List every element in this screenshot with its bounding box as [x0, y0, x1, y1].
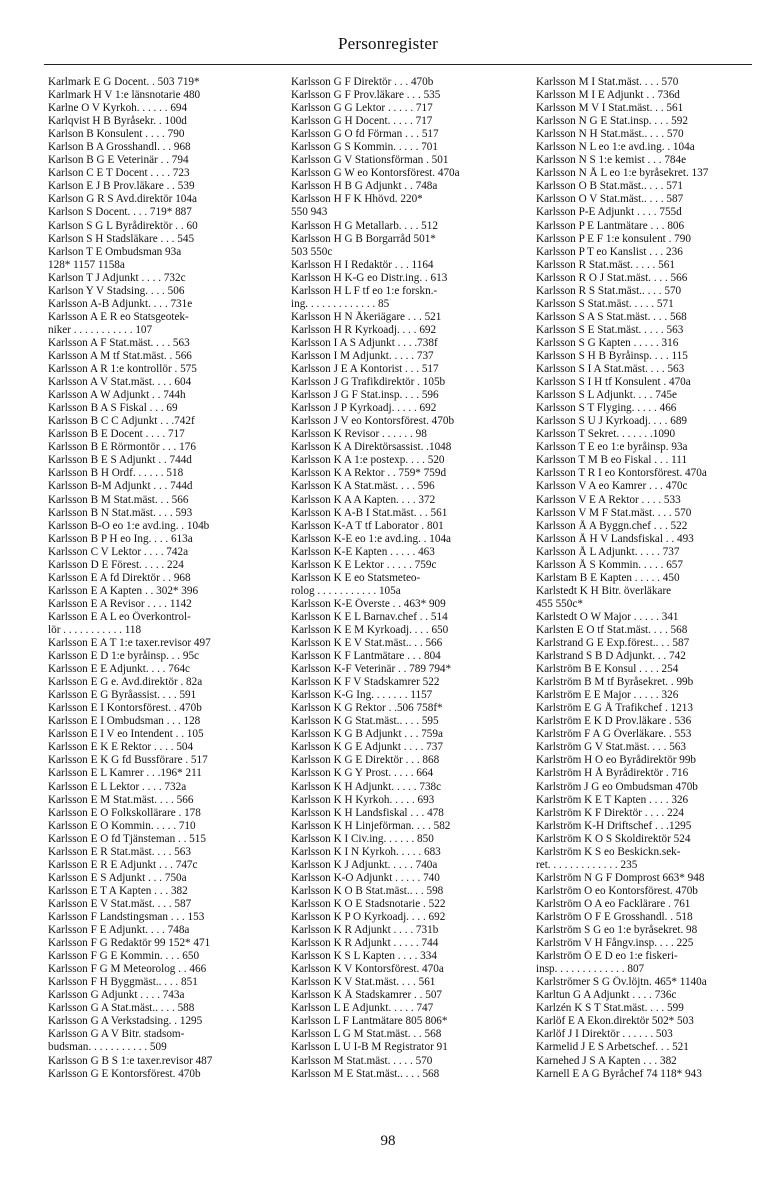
register-entry: Karlsson K S L Kapten . . . . 334	[291, 950, 437, 963]
register-entry: Karlson Y V Stadsing. . . . 506	[48, 284, 185, 297]
register-entry: Karlzén K S T Stat.mäst. . . . 599	[536, 1002, 684, 1015]
register-entry: Karlström K O S Skoldirektör 524	[536, 832, 691, 845]
register-entry: Karlström N G F Domprost 663* 948	[536, 871, 705, 884]
register-entry: Karlqvist H B Byråsekr. . 100d	[48, 115, 187, 128]
register-entry: Karlsson A M tf Stat.mäst. . 566	[48, 349, 192, 362]
register-entry: Karlsson G E Kontorsförest. 470b	[48, 1067, 201, 1080]
register-entry: Karlsson B C C Adjunkt . . .742f	[48, 415, 195, 428]
register-entry: Karlsson E I V eo Intendent . . 105	[48, 728, 204, 741]
register-entry: Karnehed J S A Kapten . . . 382	[536, 1054, 677, 1067]
register-entry: 128* 1157 1158a	[48, 258, 125, 271]
register-entry: Karlsson N G E Stat.insp. . . . 592	[536, 115, 688, 128]
register-entry: Karlsson K A Rektor . . 759* 759d	[291, 467, 447, 480]
register-entry: Karlsson R O J Stat.mäst. . . . 566	[536, 271, 688, 284]
register-entry: Karlström E G Å Trafikchef . 1213	[536, 702, 693, 715]
register-entry: Karlsson K H Linjeförman. . . . 582	[291, 819, 451, 832]
register-entry: Karlström Ö E D eo 1:e fiskeri-	[536, 950, 678, 963]
register-entry: Karlsson G H Docent. . . . . 717	[291, 115, 433, 128]
register-column-3	[536, 76, 768, 1081]
register-entry: Karlsson H G Metallarb. . . . 512	[291, 219, 438, 232]
register-entry: Karlsson V M F Stat.mäst. . . . 570	[536, 506, 692, 519]
register-entry: Karlsson A V Stat.mäst. . . . 604	[48, 376, 192, 389]
register-entry: Karlsson H K-G eo Distr.ing. . 613	[291, 271, 448, 284]
register-entry: Karlsson T E eo 1:e byråinsp. 93a	[536, 441, 688, 454]
register-entry: Karlsson K A A Kapten. . . . 372	[291, 493, 436, 506]
register-entry: Karlsson G A Stat.mäst.. . . . 588	[48, 1002, 195, 1015]
register-entry: 503 550c	[291, 245, 333, 258]
register-entry: Karlsson S I A Stat.mäst. . . . 563	[536, 363, 685, 376]
register-entry: Karlström B E Konsul . . . . 254	[536, 663, 679, 676]
register-entry: Karlsson Å A Byggn.chef . . . 522	[536, 519, 688, 532]
register-entry: Karlson G R S Avd.direktör 104a	[48, 193, 197, 206]
register-entry: Karlsson K G Rektor . .506 758f*	[291, 702, 443, 715]
register-entry: Karlsson V A eo Kamrer . . . 470c	[536, 480, 688, 493]
register-entry: Karlsson K-E eo 1:e avd.ing. . 104a	[291, 532, 452, 545]
register-entry: Karlsson K J Adjunkt. . . . . 740a	[291, 858, 438, 871]
register-entry: Karlsson N L eo 1:e avd.ing. . 104a	[536, 141, 695, 154]
register-entry: Karlson S Docent. . . . 719* 887	[48, 206, 192, 219]
register-entry: Karlson T E Ombudsman 93a	[48, 245, 182, 258]
register-entry: Karlsson N H Stat.mäst.. . . . 570	[536, 128, 684, 141]
register-entry: insp. . . . . . . . . . . . . 807	[536, 963, 645, 976]
register-entry: Karlsson B M Stat.mäst. . . 566	[48, 493, 189, 506]
register-entry: Karlstedt K H Bitr. överläkare	[536, 584, 672, 597]
register-entry: Karlsson S U J Kyrkoadj. . . . 689	[536, 415, 688, 428]
register-entry: Karlström O A eo Facklärare . 761	[536, 897, 691, 910]
register-entry: Karlsson K R Adjunkt . . . . 731b	[291, 924, 439, 937]
register-entry: Karlsson J E A Kontorist . . . 517	[291, 363, 439, 376]
register-entry: Karlsson Å S Kommin. . . . . 657	[536, 558, 683, 571]
register-entry: Karlsson B P H eo Ing. . . . 613a	[48, 532, 193, 545]
register-entry: Karlsson T R I eo Kontorsförest. 470a	[536, 467, 707, 480]
register-entry: Karlsson J G F Stat.insp. . . . 596	[291, 389, 439, 402]
register-entry: Karlsson K P O Kyrkoadj. . . . 692	[291, 911, 446, 923]
register-entry: Karlsson E O Kommin. . . . . 710	[48, 819, 196, 832]
register-entry: Karlsson K Å Stadskamrer . . 507	[291, 989, 443, 1002]
register-entry: Karlsson S A S Stat.mäst. . . . 568	[536, 310, 687, 323]
register-entry: Karlsson M I Stat.mäst. . . . 570	[536, 76, 679, 88]
register-column-1	[48, 76, 281, 1081]
register-entry: Karlsson I M Adjunkt. . . . . 737	[291, 349, 434, 362]
register-entry: Karlöf E A Ekon.direktör 502* 503	[536, 1015, 694, 1028]
page-title: Personregister	[337, 34, 439, 53]
register-entry: Karlsson S Stat.mäst. . . . . 571	[536, 297, 674, 310]
register-entry: Karlsson E T A Kapten . . . 382	[48, 884, 188, 897]
register-entry: Karlsson K H Kyrkoh. . . . . 693	[291, 793, 435, 806]
register-entry: Karlsson K Revisor . . . . . . 98	[291, 428, 427, 441]
register-entry: Karlsson K F Lantmätare . . . 804	[291, 650, 441, 663]
register-entry: Karlsson G F Prov.läkare . . . 535	[291, 89, 441, 102]
register-entry: Karlsson E G Byråassist. . . . 591	[48, 689, 197, 702]
register-entry: Karlström G V Stat.mäst. . . . 563	[536, 741, 686, 754]
register-entry: Karlsson K F V Stadskamrer 522	[291, 676, 440, 689]
register-entry: Karlsson S G Kapten . . . . . 316	[536, 336, 679, 349]
register-entry: Karlsson K-O Adjunkt . . . . . 740	[291, 871, 440, 884]
register-entry: Karlsson K G B Adjunkt . . . 759a	[291, 728, 443, 741]
register-entry: Karlsson E A Kapten . . 302* 396	[48, 584, 199, 597]
register-entry: Karlsson G A Verkstadsing. . 1295	[48, 1015, 203, 1028]
register-entry: Karlström E K D Prov.läkare . 536	[536, 715, 692, 728]
register-entry: Karlsson K-G Ing. . . . . . . 1157	[291, 689, 433, 702]
register-entry: Karlström H O eo Byrådirektör 99b	[536, 754, 697, 767]
register-entry: Karlsson T M B eo Fiskal . . . 111	[536, 454, 688, 467]
register-entry: Karlsson L F Lantmätare 805 806*	[291, 1015, 448, 1028]
register-entry: Karlsson E G e. Avd.direktör . 82a	[48, 676, 203, 689]
register-entry: Karlstam B E Kapten . . . . . 450	[536, 571, 680, 584]
register-entry: Karlsson K-E Kapten . . . . . 463	[291, 545, 435, 558]
register-entry: Karnell E A G Byråchef 74 118* 943	[536, 1067, 702, 1080]
register-entry: Karlsson H R Kyrkoadj. . . . 692	[291, 323, 437, 336]
page-number: 98	[380, 1133, 396, 1149]
register-entry: Karlsson B N Stat.mäst. . . . 593	[48, 506, 193, 519]
register-entry: Karlsson K G E Adjunkt . . . . 737	[291, 741, 443, 754]
register-entry: Karlsson E M Stat.mäst. . . . 566	[48, 793, 194, 806]
register-entry: Karlsson D E Förest. . . . . 224	[48, 558, 184, 571]
register-entry: Karlsson H F K Hhövd. 220*	[291, 193, 423, 206]
register-entry: niker . . . . . . . . . . . 107	[48, 323, 153, 336]
register-entry: Karlsson S H B Byråinsp. . . . 115	[536, 349, 688, 362]
register-entry: Karlsson H B G Adjunkt . . 748a	[291, 180, 438, 193]
register-entry: Karlsson R Stat.mäst. . . . . 561	[536, 258, 675, 271]
register-entry: Karlsson C V Lektor . . . . 742a	[48, 545, 189, 558]
register-entry: Karlmark E G Docent. . 503 719*	[48, 76, 200, 88]
register-entry: Karlström J G eo Ombudsman 470b	[536, 780, 698, 793]
register-entry: Karlsson K A-B I Stat.mäst. . . 561	[291, 506, 448, 519]
register-entry: Karlsson A-B Adjunkt. . . . 731e	[48, 297, 193, 310]
register-entry: Karlsson E I Kontorsförest. . 470b	[48, 702, 202, 715]
register-entry: Karlsson A W Adjunkt . . 744h	[48, 389, 186, 402]
register-entry: Karlson T J Adjunkt . . . . 732c	[48, 271, 186, 284]
register-entry: Karlsson P T eo Kanslist . . . 236	[536, 245, 683, 258]
register-entry: Karlsson E L Kamrer . . .196* 211	[48, 767, 202, 780]
register-entry: Karlsson K G Y Prost. . . . . 664	[291, 767, 434, 780]
register-entry: Karlsson K A Direktörsassist. .1048	[291, 441, 452, 454]
register-entry: Karlsson K E M Kyrkoadj. . . . 650	[291, 623, 449, 636]
register-entry: Karlmark H V 1:e länsnotarie 480	[48, 89, 201, 102]
register-entry: Karlsson G O fd Förman . . . 517	[291, 128, 439, 141]
register-entry: Karlne O V Kyrkoh. . . . . . 694	[48, 102, 188, 115]
register-entry: Karlsson K E L Barnav.chef . . 514	[291, 610, 448, 623]
register-entry: Karlstedt O W Major . . . . . 341	[536, 610, 679, 623]
register-entry: Karlson B A Grosshandl. . . 968	[48, 141, 191, 154]
register-entry: Karlsson H G B Borgarråd 501*	[291, 232, 436, 245]
register-entry: Karlsson M I E Adjunkt . . 736d	[536, 89, 680, 102]
register-entry: Karlsson P-E Adjunkt . . . . 755d	[536, 206, 682, 219]
register-entry: Karlsson K G Stat.mäst.. . . . 595	[291, 715, 439, 728]
register-entry: Karlsson K V Kontorsförest. 470a	[291, 963, 444, 976]
register-entry: Karlsson E V Stat.mäst. . . . 587	[48, 897, 192, 910]
register-entry: Karlsson K R Adjunkt . . . . . 744	[291, 937, 439, 950]
register-entry: Karlsten E O tf Stat.mäst. . . . 568	[536, 623, 688, 636]
register-entry: Karlsson B A S Fiskal . . . 69	[48, 402, 178, 415]
register-entry: Karlsson F H Byggmäst.. . . . 851	[48, 976, 198, 989]
register-entry: Karlsson H N Åkeriägare . . . 521	[291, 310, 442, 323]
register-entry: ing. . . . . . . . . . . . . 85	[291, 297, 390, 310]
register-entry: Karlsson K A Stat.mäst. . . . 596	[291, 480, 435, 493]
register-entry: Karlsson A R 1:e kontrollör . 575	[48, 363, 197, 376]
register-entry: Karlström F A G Överläkare. . 553	[536, 728, 692, 741]
register-entry: Karlsson F Landstingsman . . . 153	[48, 911, 205, 923]
register-entry: Karlsson E I Ombudsman . . . 128	[48, 715, 201, 728]
register-entry: Karlsson B E Rörmontör . . . 176	[48, 441, 196, 454]
register-entry: Karlsson E S Adjunkt . . . 750a	[48, 871, 187, 884]
register-entry: Karlsson E K G fd Bussförare . 517	[48, 754, 208, 767]
register-entry: Karlsson E O Folkskollärare . 178	[48, 806, 201, 819]
register-entry: Karlson B G E Veterinär . . 794	[48, 154, 189, 167]
register-entry: Karlsson S E Stat.mäst. . . . . 563	[536, 323, 684, 336]
register-entry: Karlsson B-O eo 1:e avd.ing. . 104b	[48, 519, 210, 532]
register-entry: Karlsson J P Kyrkoadj. . . . . 692	[291, 402, 437, 415]
register-entry: Karlsson M E Stat.mäst.. . . . 568	[291, 1067, 440, 1080]
register-entry: Karlsson O B Stat.mäst.. . . . 571	[536, 180, 683, 193]
register-entry: Karlsson K I Civ.ing. . . . . . 850	[291, 832, 434, 845]
register-entry: Karlsson H L F tf eo 1:e forskn.-	[291, 284, 438, 297]
register-entry: Karlöf J I Direktör . . . . . . 503	[536, 1028, 673, 1041]
register-entry: Karlsson K O E Stadsnotarie . 522	[291, 897, 446, 910]
register-entry: lör . . . . . . . . . . . 118	[48, 623, 142, 636]
register-entry: Karlsson O V Stat.mäst.. . . . 587	[536, 193, 684, 206]
register-entry: Karlsson B-M Adjunkt . . . 744d	[48, 480, 193, 493]
register-entry: Karlsson K-F Veterinär . . 789 794*	[291, 663, 452, 676]
register-entry: Karlström S G eo 1:e byråsekret. 98	[536, 924, 698, 937]
register-entry: Karlsson T Sekret. . . . . . .1090	[536, 428, 676, 441]
register-entry: 550 943	[291, 206, 328, 219]
register-entry: Karlsson G G Lektor . . . . . 717	[291, 102, 433, 115]
register-entry: Karlsson N Å L eo 1:e byråsekret. 137	[536, 167, 709, 180]
register-entry: Karlsson K E Lektor . . . . . 759c	[291, 558, 437, 571]
register-entry: Karlsson K H Landsfiskal . . . 478	[291, 806, 444, 819]
register-entry: Karlsson F G E Kommin. . . . 650	[48, 950, 200, 963]
register-entry: Karlström K E T Kapten . . . . 326	[536, 793, 689, 806]
register-entry: Karlsson P E Lantmätare . . . 806	[536, 219, 685, 232]
register-entry: Karlstrand S B D Adjunkt. . . 742	[536, 650, 686, 663]
register-entry: Karlsson K-A T tf Laborator . 801	[291, 519, 444, 532]
register-entry: Karlsson L U I-B M Registrator 91	[291, 1041, 448, 1054]
register-entry: Karlsson K E V Stat.mäst.. . . 566	[291, 637, 443, 650]
register-entry: budsman. . . . . . . . . . . 509	[48, 1041, 167, 1054]
register-entry: Karlsson Å H V Landsfiskal . . 493	[536, 532, 694, 545]
register-entry: Karlsson K H Adjunkt. . . . . 738c	[291, 780, 442, 793]
register-entry: Karlsson H I Redaktör . . . 1164	[291, 258, 434, 271]
register-entry: Karlsson F E Adjunkt. . . . 748a	[48, 924, 190, 937]
register-entry: Karlsson K A 1:e postexp. . . . 520	[291, 454, 445, 467]
register-entry: Karlsson E A T 1:e taxer.revisor 497	[48, 637, 211, 650]
register-entry: Karlsson E E Adjunkt. . . . 764c	[48, 663, 191, 676]
register-entry: Karlsson B H Ordf. . . . . . 518	[48, 467, 184, 480]
register-entry: Karlsson E A fd Direktör . . 968	[48, 571, 191, 584]
register-entry: Karlsson K V Stat.mäst. . . . 561	[291, 976, 436, 989]
register-entry: Karlson C E T Docent . . . . 723	[48, 167, 190, 180]
register-entry: Karlsson E A L eo Överkontrol-	[48, 610, 191, 623]
register-column-2	[291, 76, 524, 1081]
register-entry: Karlström K S eo Beskickn.sek-	[536, 845, 681, 858]
register-entry: Karlsson E O fd Tjänsteman . . 515	[48, 832, 206, 845]
register-entry: Karlsson K-E Överste . . 463* 909	[291, 597, 446, 610]
register-entry: Karlsson R S Stat.mäst.. . . . 570	[536, 284, 682, 297]
register-entry: Karlsson B E S Adjunkt . . 744d	[48, 454, 192, 467]
register-entry: ret. . . . . . . . . . . . . 235	[536, 858, 638, 871]
register-entry: Karlsson G V Stationsförman . 501	[291, 154, 449, 167]
register-entry: Karlsson J V eo Kontorsförest. 470b	[291, 415, 455, 428]
register-entry: Karlsson L E Adjunkt. . . . . 747	[291, 1002, 434, 1015]
register-entry: Karlsson S I H tf Konsulent . 470a	[536, 376, 691, 389]
register-entry: Karlström K-H Driftschef . . .1295	[536, 819, 692, 832]
register-entry: Karlström E E Major . . . . . 326	[536, 689, 679, 702]
register-entry: Karmelid J E S Arbetschef. . . 521	[536, 1041, 689, 1054]
register-entry: Karlson B Konsulent . . . . 790	[48, 128, 185, 141]
register-entry: Karlsson Å L Adjunkt. . . . . 737	[536, 545, 680, 558]
register-entry: Karlsson N S 1:e kemist . . . 784e	[536, 154, 687, 167]
register-entry: Karlsson E D 1:e byråinsp. . . 95c	[48, 650, 200, 663]
register-entry: 455 550c*	[536, 597, 583, 610]
register-entry: Karlströmer S G Öv.löjtn. 465* 1140a	[536, 976, 707, 989]
register-entry: Karlsson E R Stat.mäst. . . . 563	[48, 845, 191, 858]
register-entry: rolog . . . . . . . . . . . 105a	[291, 584, 401, 597]
register-entry: Karlsson S L Adjunkt. . . . 745e	[536, 389, 677, 402]
register-entry: Karlsson S T Flyging. . . . . 466	[536, 402, 677, 415]
register-entry: Karlström K F Direktör . . . . 224	[536, 806, 684, 819]
register-entry: Karlström V H Fångv.insp. . . . 225	[536, 937, 694, 950]
register-entry: Karlsson J G Trafikdirektör . 105b	[291, 376, 446, 389]
register-entry: Karlsson K E eo Statsmeteo-	[291, 571, 421, 584]
register-entry: Karlsson E R E Adjunkt . . . 747c	[48, 858, 198, 871]
register-entry: Karlsson F G M Meteorolog . . 466	[48, 963, 207, 976]
register-entry: Karlsson I A S Adjunkt . . . .738f	[291, 336, 438, 349]
register-entry: Karlsson G F Direktör . . . 470b	[291, 76, 434, 88]
register-entry: Karlsson G W eo Kontorsförest. 470a	[291, 167, 460, 180]
register-entry: Karltun G A Adjunkt . . . . 736c	[536, 989, 677, 1002]
register-entry: Karlsson L G M Stat.mäst. . . 568	[291, 1028, 442, 1041]
register-entry: Karlsson E K E Rektor . . . . 504	[48, 741, 194, 754]
register-entry: Karlström H Å Byrådirektör . 716	[536, 767, 689, 780]
register-entry: Karlsson K I N Kyrkoh. . . . . 683	[291, 845, 441, 858]
register-entry: Karlsson K O B Stat.mäst.. . . 598	[291, 884, 444, 897]
register-entry: Karlström O F E Grosshandl. . 518	[536, 911, 693, 923]
register-entry: Karlsson G B S 1:e taxer.revisor 487	[48, 1054, 213, 1067]
register-entry: Karlson S G L Byrådirektör . . 60	[48, 219, 198, 232]
header-rule	[44, 64, 752, 65]
register-entry: Karlson S H Stadsläkare . . . 545	[48, 232, 195, 245]
register-entry: Karlsson E L Lektor . . . . 732a	[48, 780, 187, 793]
register-entry: Karlsson F G Redaktör 99 152* 471	[48, 937, 211, 950]
register-entry: Karlsson P E F 1:e konsulent . 790	[536, 232, 691, 245]
register-entry: Karlström B M tf Byråsekret. . 99b	[536, 676, 694, 689]
register-entry: Karlsson G Adjunkt . . . . 743a	[48, 989, 185, 1002]
register-entry: Karlsson A E R eo Statsgeotek-	[48, 310, 189, 323]
register-entry: Karlsson G A V Bitr. stadsom-	[48, 1028, 185, 1041]
register-entry: Karlsson A F Stat.mäst. . . . 563	[48, 336, 190, 349]
register-entry: Karlsson M Stat.mäst. . . . . 570	[291, 1054, 433, 1067]
register-entry: Karlsson V E A Rektor . . . . 533	[536, 493, 681, 506]
register-entry: Karlstrand G E Exp.förest.. . . 587	[536, 637, 690, 650]
register-entry: Karlsson K G E Direktör . . . 868	[291, 754, 440, 767]
register-entry: Karlsson B E Docent . . . . 717	[48, 428, 185, 441]
register-entry: Karlsson G S Kommin. . . . . 701	[291, 141, 438, 154]
register-entry: Karlsson M V I Stat.mäst. . . 561	[536, 102, 684, 115]
register-entry: Karlsson E A Revisor . . . . 1142	[48, 597, 192, 610]
register-entry: Karlström O eo Kontorsförest. 470b	[536, 884, 698, 897]
register-entry: Karlson E J B Prov.läkare . . 539	[48, 180, 195, 193]
